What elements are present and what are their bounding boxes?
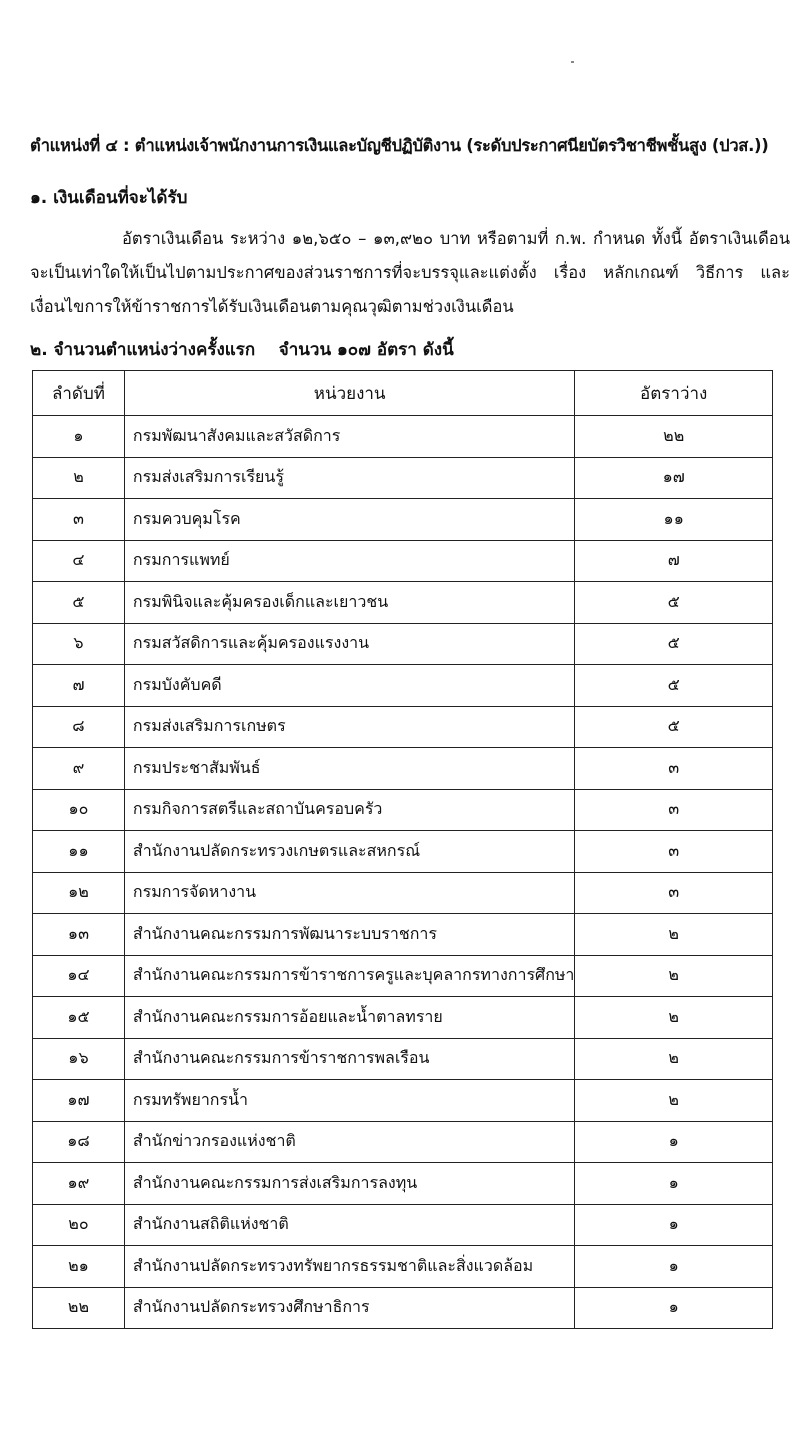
- row-agency: สำนักงานคณะกรรมการส่งเสริมการลงทุน: [124, 1163, 574, 1205]
- row-agency: สำนักงานปลัดกระทรวงศึกษาธิการ: [124, 1287, 574, 1329]
- row-agency: กรมประชาสัมพันธ์: [124, 748, 574, 790]
- row-agency: กรมส่งเสริมการเกษตร: [124, 706, 574, 748]
- row-order: ๑๐: [33, 789, 125, 831]
- row-order: ๑๖: [33, 1038, 125, 1080]
- table-row: [33, 540, 773, 582]
- table-row: [33, 457, 773, 499]
- row-vacancies: ๓: [575, 872, 773, 914]
- row-agency: กรมการแพทย์: [124, 540, 574, 582]
- row-vacancies: ๑: [575, 1121, 773, 1163]
- row-vacancies: ๑: [575, 1246, 773, 1288]
- table-row: [33, 1204, 773, 1246]
- table-row: [33, 623, 773, 665]
- scan-speck: [571, 61, 574, 63]
- table-row: [33, 955, 773, 997]
- table-row: [33, 1163, 773, 1205]
- row-vacancies: ๓: [575, 789, 773, 831]
- row-order: ๑๗: [33, 1080, 125, 1122]
- row-vacancies: ๒: [575, 955, 773, 997]
- row-order: ๗: [33, 665, 125, 707]
- table-row: [33, 416, 773, 458]
- row-order: ๑๒: [33, 872, 125, 914]
- row-agency: สำนักงานคณะกรรมการอ้อยและน้ำตาลทราย: [124, 997, 574, 1039]
- row-agency: กรมควบคุมโรค: [124, 499, 574, 541]
- row-order: ๑๙: [33, 1163, 125, 1205]
- row-order: ๑๕: [33, 997, 125, 1039]
- row-order: ๕: [33, 582, 125, 624]
- row-vacancies: ๒๒: [575, 416, 773, 458]
- row-order: ๙: [33, 748, 125, 790]
- row-agency: สำนักข่าวกรองแห่งชาติ: [124, 1121, 574, 1163]
- row-vacancies: ๑๑: [575, 499, 773, 541]
- table-row: [33, 665, 773, 707]
- row-order: ๑๘: [33, 1121, 125, 1163]
- row-order: ๒๐: [33, 1204, 125, 1246]
- table-row: [33, 1038, 773, 1080]
- table-row: [33, 789, 773, 831]
- row-agency: กรมสวัสดิการและคุ้มครองแรงงาน: [124, 623, 574, 665]
- row-vacancies: ๑: [575, 1163, 773, 1205]
- row-vacancies: ๕: [575, 665, 773, 707]
- row-order: ๒๑: [33, 1246, 125, 1288]
- table-row: [33, 499, 773, 541]
- row-vacancies: ๗: [575, 540, 773, 582]
- header-agency: หน่วยงาน: [124, 371, 574, 416]
- row-vacancies: ๒: [575, 997, 773, 1039]
- row-agency: สำนักงานปลัดกระทรวงเกษตรและสหกรณ์: [124, 831, 574, 873]
- row-order: ๑๓: [33, 914, 125, 956]
- salary-text-1: อัตราเงินเดือน ระหว่าง ๑๒,๖๕๐ – ๑๓,๙๒๐ บาท หรือตามที่ ก.พ. กำหนด ทั้งนี้ อัตราเงินเดือน: [122, 229, 790, 248]
- table-row: [33, 1287, 773, 1329]
- row-order: ๓: [33, 499, 125, 541]
- row-order: ๒: [33, 457, 125, 499]
- table-row: [33, 997, 773, 1039]
- row-order: ๑๔: [33, 955, 125, 997]
- table-row: [33, 872, 773, 914]
- table-row: [33, 582, 773, 624]
- row-vacancies: ๒: [575, 1038, 773, 1080]
- row-vacancies: ๕: [575, 623, 773, 665]
- row-order: ๒๒: [33, 1287, 125, 1329]
- vacancy-table: [32, 370, 773, 1329]
- vacancy-table-body: [33, 416, 773, 1329]
- row-order: ๔: [33, 540, 125, 582]
- row-agency: สำนักงานคณะกรรมการข้าราชการครูและบุคลากรทางการศึกษา: [124, 955, 574, 997]
- row-vacancies: ๓: [575, 831, 773, 873]
- row-agency: กรมพินิจและคุ้มครองเด็กและเยาวชน: [124, 582, 574, 624]
- position-heading: ตำแหน่งที่ ๔ : ตำแหน่งเจ้าพนักงานการเงินและบัญชีปฏิบัติงาน (ระดับประกาศนียบัตรวิชาชีพชั้นสูง (ปวส.)): [30, 136, 769, 155]
- row-vacancies: ๓: [575, 748, 773, 790]
- section2-title: ๒. จำนวนตำแหน่งว่างครั้งแรก จำนวน ๑๐๗ อัตรา ดังนี้: [30, 340, 454, 360]
- row-order: ๑: [33, 416, 125, 458]
- salary-paragraph: [30, 222, 790, 324]
- table-row: [33, 831, 773, 873]
- row-vacancies: ๕: [575, 706, 773, 748]
- header-order: ลำดับที่: [33, 371, 125, 416]
- salary-line-1: [30, 222, 790, 256]
- row-order: ๘: [33, 706, 125, 748]
- row-vacancies: ๒: [575, 914, 773, 956]
- table-header-row: [33, 371, 773, 416]
- salary-line-2: จะเป็นเท่าใดให้เป็นไปตามประกาศของส่วนราชการที่จะบรรจุและแต่งตั้ง เรื่อง หลักเกณฑ์ วิธีการ และ: [30, 263, 790, 282]
- row-agency: กรมการจัดหางาน: [124, 872, 574, 914]
- row-vacancies: ๑: [575, 1287, 773, 1329]
- row-agency: สำนักงานคณะกรรมการพัฒนาระบบราชการ: [124, 914, 574, 956]
- row-agency: กรมพัฒนาสังคมและสวัสดิการ: [124, 416, 574, 458]
- row-agency: สำนักงานปลัดกระทรวงทรัพยากรธรรมชาติและสิ่งแวดล้อม: [124, 1246, 574, 1288]
- row-agency: กรมกิจการสตรีและสถาบันครอบครัว: [124, 789, 574, 831]
- section1-title: ๑. เงินเดือนที่จะได้รับ: [30, 188, 188, 208]
- table-row: [33, 1246, 773, 1288]
- row-agency: สำนักงานสถิติแห่งชาติ: [124, 1204, 574, 1246]
- table-row: [33, 748, 773, 790]
- row-agency: กรมส่งเสริมการเรียนรู้: [124, 457, 574, 499]
- header-vacancies: อัตราว่าง: [575, 371, 773, 416]
- salary-line-3: เงื่อนไขการให้ข้าราชการได้รับเงินเดือนตามคุณวุฒิตามช่วงเงินเดือน: [30, 297, 514, 316]
- row-vacancies: ๑๗: [575, 457, 773, 499]
- row-order: ๖: [33, 623, 125, 665]
- table-row: [33, 914, 773, 956]
- row-vacancies: ๑: [575, 1204, 773, 1246]
- table-row: [33, 1080, 773, 1122]
- table-row: [33, 706, 773, 748]
- row-order: ๑๑: [33, 831, 125, 873]
- row-vacancies: ๒: [575, 1080, 773, 1122]
- table-row: [33, 1121, 773, 1163]
- row-agency: กรมทรัพยากรน้ำ: [124, 1080, 574, 1122]
- row-agency: สำนักงานคณะกรรมการข้าราชการพลเรือน: [124, 1038, 574, 1080]
- row-vacancies: ๕: [575, 582, 773, 624]
- row-agency: กรมบังคับคดี: [124, 665, 574, 707]
